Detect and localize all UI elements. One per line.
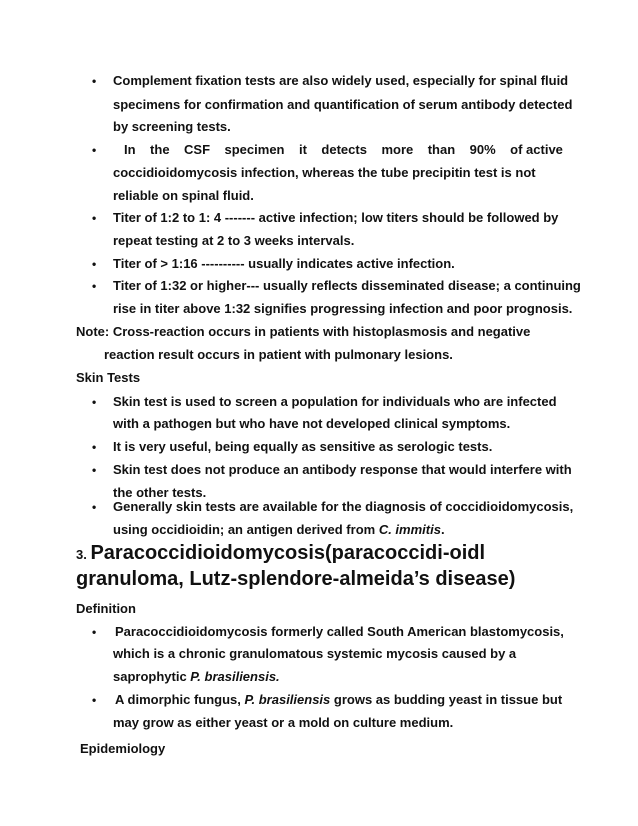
serology-item-1-line-3: by screening tests. (113, 119, 231, 134)
text: using occidioidin; an antigen derived from (113, 522, 379, 537)
bullet-icon: • (92, 257, 97, 271)
serology-item-3-line-2: repeat testing at 2 to 3 weeks intervals. (113, 233, 355, 248)
text: saprophytic (113, 669, 191, 684)
bullet-icon: • (92, 143, 97, 157)
serology-item-2-line-1 (124, 142, 563, 158)
bullet-icon: • (92, 625, 97, 639)
bullet-icon: • (92, 500, 97, 514)
skin-item-3-line-2: the other tests. (113, 485, 207, 500)
skin-item-4-line-1: Generally skin tests are available for the diagnosis of coccidioidomycosis, (113, 499, 574, 514)
skin-item-1-line-1: Skin test is used to screen a population for individuals who are infected (113, 394, 557, 409)
bullet-icon: • (92, 395, 97, 409)
skin-item-3-line-1: Skin test does not produce an antibody response that would interfere with (113, 462, 572, 477)
section-heading-skin-tests: Skin Tests (76, 370, 141, 385)
bullet-icon: • (92, 279, 97, 293)
text: . (440, 522, 445, 537)
word: of active (510, 142, 563, 157)
serology-item-5-line-1: Titer of 1:32 or higher--- usually reflects disseminated disease; a continuing (113, 278, 581, 293)
skin-item-4-line-2 (113, 522, 445, 538)
definition-item-1-line-1: Paracoccidioidomycosis formerly called South American blastomycosis, (115, 624, 564, 639)
word: 90% (469, 142, 496, 157)
serology-item-1-line-1: Complement fixation tests are also widely used, especially for spinal fluid (113, 73, 569, 88)
bullet-icon: • (92, 211, 97, 225)
definition-item-2-line-1 (115, 692, 562, 708)
species-name: P. brasiliensis. (190, 669, 280, 684)
section-number: 3. (76, 547, 91, 562)
serology-item-2-line-3: reliable on spinal fluid. (113, 188, 254, 203)
note-line-2: reaction result occurs in patient with pulmonary lesions. (104, 347, 453, 362)
serology-item-2-line-2: coccidioidomycosis infection, whereas the tube precipitin test is not (113, 165, 536, 180)
section-heading-3-line-2: granuloma, Lutz-splendore-almeida’s disease) (76, 568, 516, 590)
species-name: P. brasiliensis (244, 692, 331, 707)
serology-item-4: Titer of > 1:16 ---------- usually indicates active infection. (113, 256, 455, 271)
bullet-icon: • (92, 440, 97, 454)
word: than (427, 142, 456, 157)
word: In (124, 142, 136, 157)
skin-item-1-line-2: with a pathogen but who have not developed clinical symptoms. (113, 416, 511, 431)
section-heading-3-line-1 (76, 541, 485, 567)
text: A dimorphic fungus, (115, 692, 245, 707)
text: grows as budding yeast in tissue but (330, 692, 563, 707)
subheading-epidemiology: Epidemiology (80, 741, 166, 756)
species-name: C. immitis (378, 522, 441, 537)
note-line-1: Note: Cross-reaction occurs in patients with histoplasmosis and negative (76, 324, 531, 339)
serology-item-1-line-2: specimens for confirmation and quantification of serum antibody detected (113, 97, 573, 112)
skin-item-2: It is very useful, being equally as sensitive as serologic tests. (113, 439, 493, 454)
definition-item-1-line-3 (113, 669, 280, 685)
word: specimen (224, 142, 285, 157)
definition-item-2-line-2: may grow as either yeast or a mold on culture medium. (113, 715, 454, 730)
section-title: Paracoccidioidomycosis(paracoccidi-oidl (90, 542, 486, 564)
serology-item-5-line-2: rise in titer above 1:32 signifies progressing infection and poor prognosis. (113, 301, 573, 316)
word: it (298, 142, 307, 157)
word: detects (321, 142, 367, 157)
bullet-icon: • (92, 463, 97, 477)
bullet-icon: • (92, 693, 97, 707)
serology-item-3-line-1: Titer of 1:2 to 1: 4 ------- active infection; low titers should be followed by (113, 210, 559, 225)
definition-item-1-line-2: which is a chronic granulomatous systemic mycosis caused by a (113, 646, 517, 661)
word: CSF (184, 142, 211, 157)
subheading-definition: Definition (76, 601, 136, 616)
word: more (381, 142, 414, 157)
bullet-icon: • (92, 74, 97, 88)
word: the (150, 142, 170, 157)
